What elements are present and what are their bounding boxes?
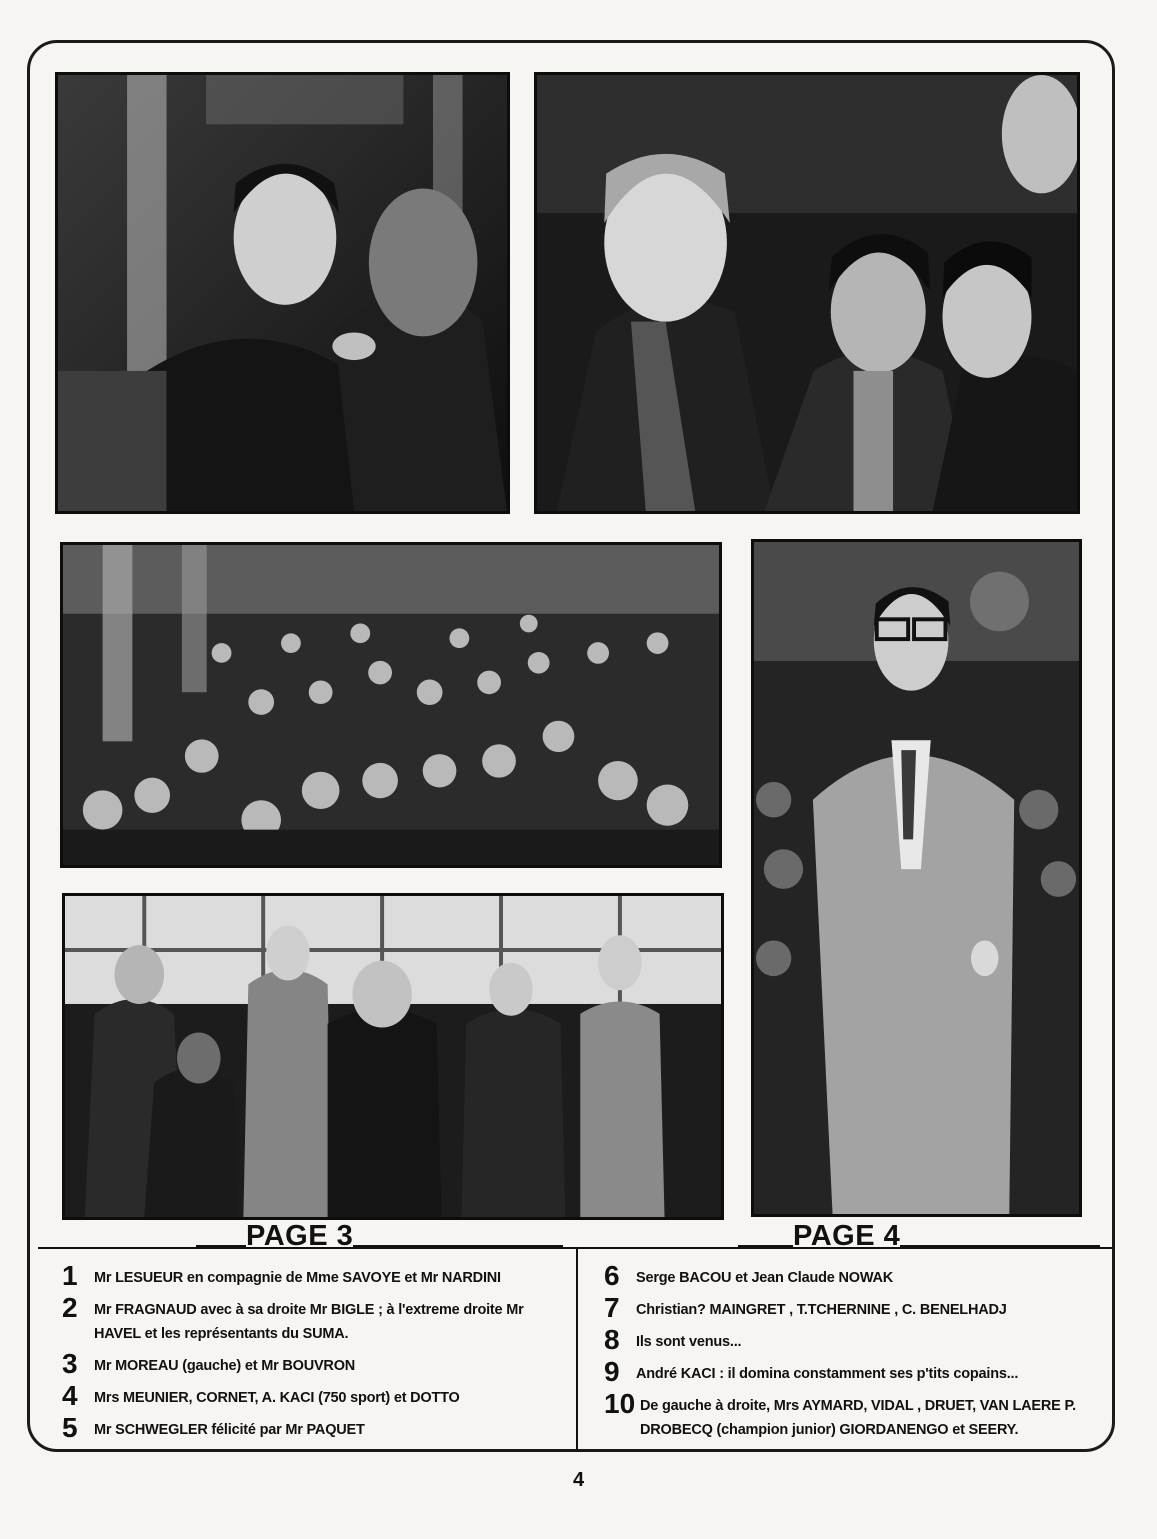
caption-item [62, 1262, 567, 1290]
captions-page-4 [604, 1262, 1109, 1446]
caption-text: De gauche à droite, Mrs AYMARD, VIDAL , DRUET, VAN LAERE P. DROBECQ (champion junior) GIORDANENGO et SEERY. [640, 1398, 1076, 1438]
caption-item [604, 1358, 1109, 1386]
photo-young-man-suit [751, 539, 1082, 1217]
caption-text: Mr FRAGNAUD avec à sa droite Mr BIGLE ; à l'extreme droite Mr HAVEL et les représentants du SUMA. [94, 1302, 524, 1342]
caption-number: 7 [604, 1292, 620, 1323]
photo-three-men [534, 72, 1080, 514]
caption-number: 3 [62, 1348, 78, 1379]
caption-text: André KACI : il domina constamment ses p'tits copains... [636, 1366, 1019, 1382]
caption-number: 2 [62, 1292, 78, 1323]
caption-item [604, 1326, 1109, 1354]
caption-item [62, 1414, 567, 1442]
photo-reception-glass [55, 72, 510, 514]
caption-item [62, 1350, 567, 1378]
page-3-text: PAGE 3 [246, 1220, 354, 1252]
caption-number: 1 [62, 1260, 78, 1291]
caption-text: Ils sont venus... [636, 1334, 742, 1350]
caption-number: 6 [604, 1260, 620, 1291]
caption-number: 4 [62, 1380, 78, 1411]
photo-audience [60, 542, 722, 868]
caption-number: 5 [62, 1412, 78, 1443]
caption-item [604, 1390, 1109, 1442]
caption-number: 8 [604, 1324, 620, 1355]
caption-text: Mr MOREAU (gauche) et Mr BOUVRON [94, 1358, 356, 1374]
caption-item [62, 1294, 567, 1346]
page-number: 4 [572, 1469, 585, 1491]
caption-divider [576, 1247, 578, 1451]
caption-number: 10 [604, 1388, 636, 1419]
photo-award-group [62, 893, 724, 1220]
caption-item [62, 1382, 567, 1410]
caption-text: Mrs MEUNIER, CORNET, A. KACI (750 sport) et DOTTO [94, 1390, 460, 1406]
captions-page-3 [62, 1262, 567, 1446]
page-4-text: PAGE 4 [793, 1220, 901, 1252]
caption-item [604, 1262, 1109, 1290]
caption-text: Serge BACOU et Jean Claude NOWAK [636, 1270, 894, 1286]
caption-item [604, 1294, 1109, 1322]
caption-number: 9 [604, 1356, 620, 1387]
caption-text: Christian? MAINGRET , T.TCHERNINE , C. BENELHADJ [636, 1302, 1007, 1318]
caption-text: Mr LESUEUR en compagnie de Mme SAVOYE et Mr NARDINI [94, 1270, 501, 1286]
caption-text: Mr SCHWEGLER félicité par Mr PAQUET [94, 1422, 365, 1438]
